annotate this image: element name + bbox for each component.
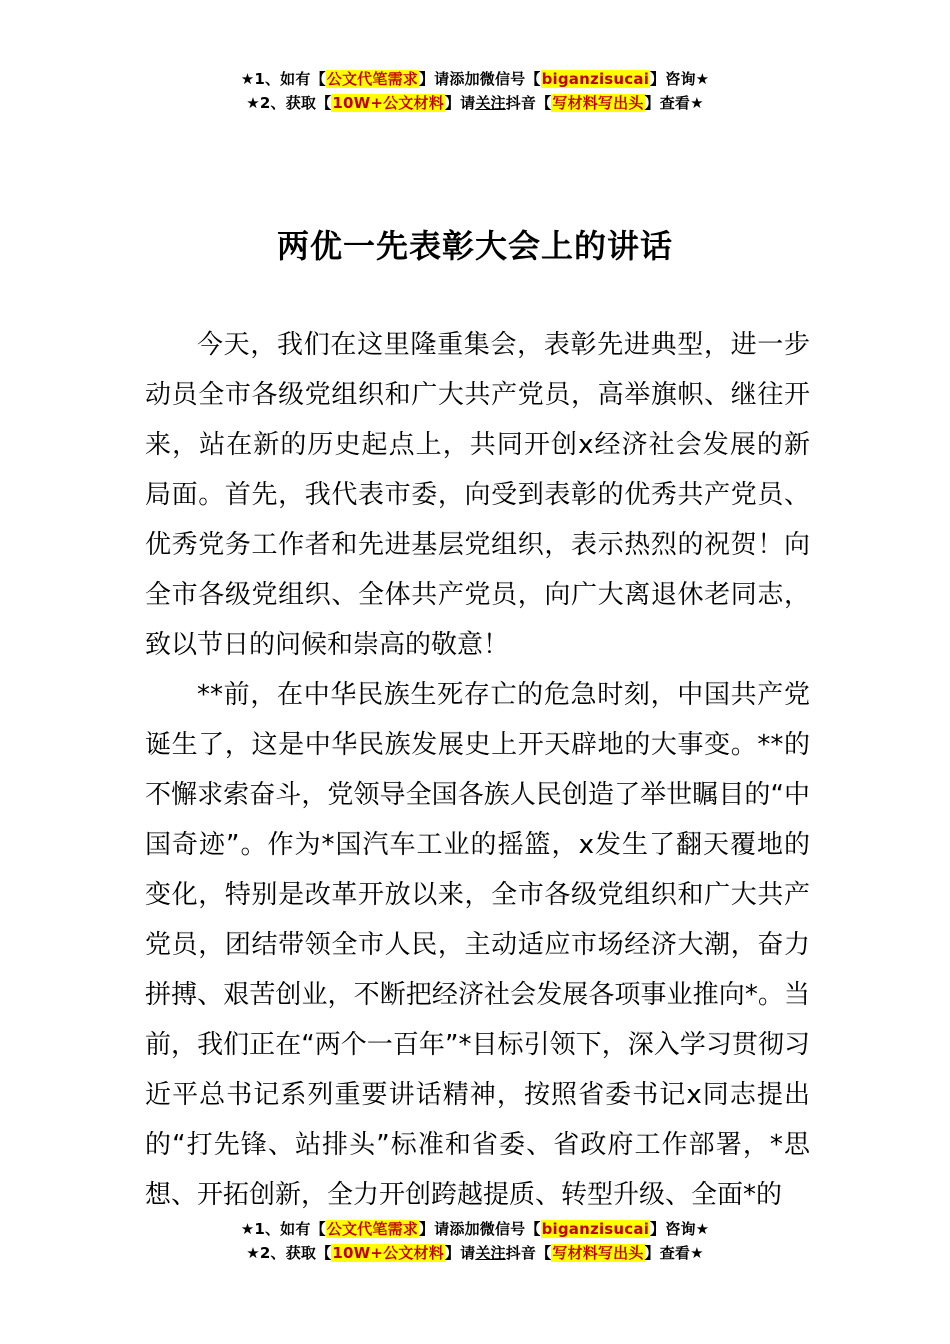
banner-underline: 关注 xyxy=(475,1244,506,1262)
paragraph-2: **前，在中华民族生死存亡的危急时刻，中国共产党诞生了，这是中华民族发展史上开天辟地的大事变。**的不懈求索奋斗，党领导全国各族人民创造了举世瞩目的“中国奇迹”。作为*国汽车工业的摇篮，x发生了翻天覆地的变化，特别是改革开放以来，全市各级党组织和广大共产党员，团结带领全市人民，主动适应市场经济大潮，奋力拼搏、艰苦创业，不断把经济社会发展各项事业推向*。当前，我们正在“两个一百年”*目标引领下，深入学习贯彻习近平总书记系列重要讲话精神，按照省委书记x同志提出的“打先锋、站排头”标准和省委、省政府工作部署，*思想、开拓创新，全力开创跨越提质、转型升级、全面*的 xyxy=(145,680,810,1210)
banner-text: 】请 xyxy=(444,1244,476,1262)
banner-text: 】咨询★ xyxy=(650,1220,710,1238)
footer-banner xyxy=(0,1217,950,1265)
document-body xyxy=(145,320,810,1220)
banner-highlight: 10W+公文材料 xyxy=(332,94,444,112)
banner-text: 】请 xyxy=(444,94,476,112)
wechat-id-highlight: biganzisucai xyxy=(541,70,650,88)
banner-highlight: 写材料写出头 xyxy=(552,1244,644,1262)
banner-highlight: 公文代笔需求 xyxy=(326,1220,418,1238)
banner-text: ★1、如有【 xyxy=(240,70,326,88)
banner-text: ★2、获取【 xyxy=(246,94,332,112)
banner-text: 抖音【 xyxy=(505,94,552,112)
banner-text: 抖音【 xyxy=(505,1244,552,1262)
banner-line-1 xyxy=(0,67,950,91)
banner-line-2 xyxy=(0,91,950,115)
banner-highlight: 10W+公文材料 xyxy=(332,1244,444,1262)
banner-text: ★2、获取【 xyxy=(246,1244,332,1262)
banner-text: 】请添加微信号【 xyxy=(418,1220,541,1238)
banner-text: 】查看★ xyxy=(644,1244,704,1262)
banner-highlight: 公文代笔需求 xyxy=(326,70,418,88)
header-banner xyxy=(0,67,950,115)
banner-line-1 xyxy=(0,1217,950,1241)
wechat-id-highlight: biganzisucai xyxy=(541,1220,650,1238)
paragraph-1: 今天，我们在这里隆重集会，表彰先进典型，进一步动员全市各级党组织和广大共产党员，高举旗帜、继往开来，站在新的历史起点上，共同开创x经济社会发展的新局面。首先，我代表市委，向受到表彰的优秀共产党员、优秀党务工作者和先进基层党组织，表示热烈的祝贺！向全市各级党组织、全体共产党员，向广大离退休老同志，致以节日的问候和崇高的敬意！ xyxy=(145,330,810,660)
banner-text: 】咨询★ xyxy=(650,70,710,88)
banner-underline: 关注 xyxy=(475,94,506,112)
banner-line-2 xyxy=(0,1241,950,1265)
banner-text: ★1、如有【 xyxy=(240,1220,326,1238)
banner-text: 】查看★ xyxy=(644,94,704,112)
banner-highlight: 写材料写出头 xyxy=(552,94,644,112)
banner-text: 】请添加微信号【 xyxy=(418,70,541,88)
document-title: 两优一先表彰大会上的讲话 xyxy=(276,227,673,265)
